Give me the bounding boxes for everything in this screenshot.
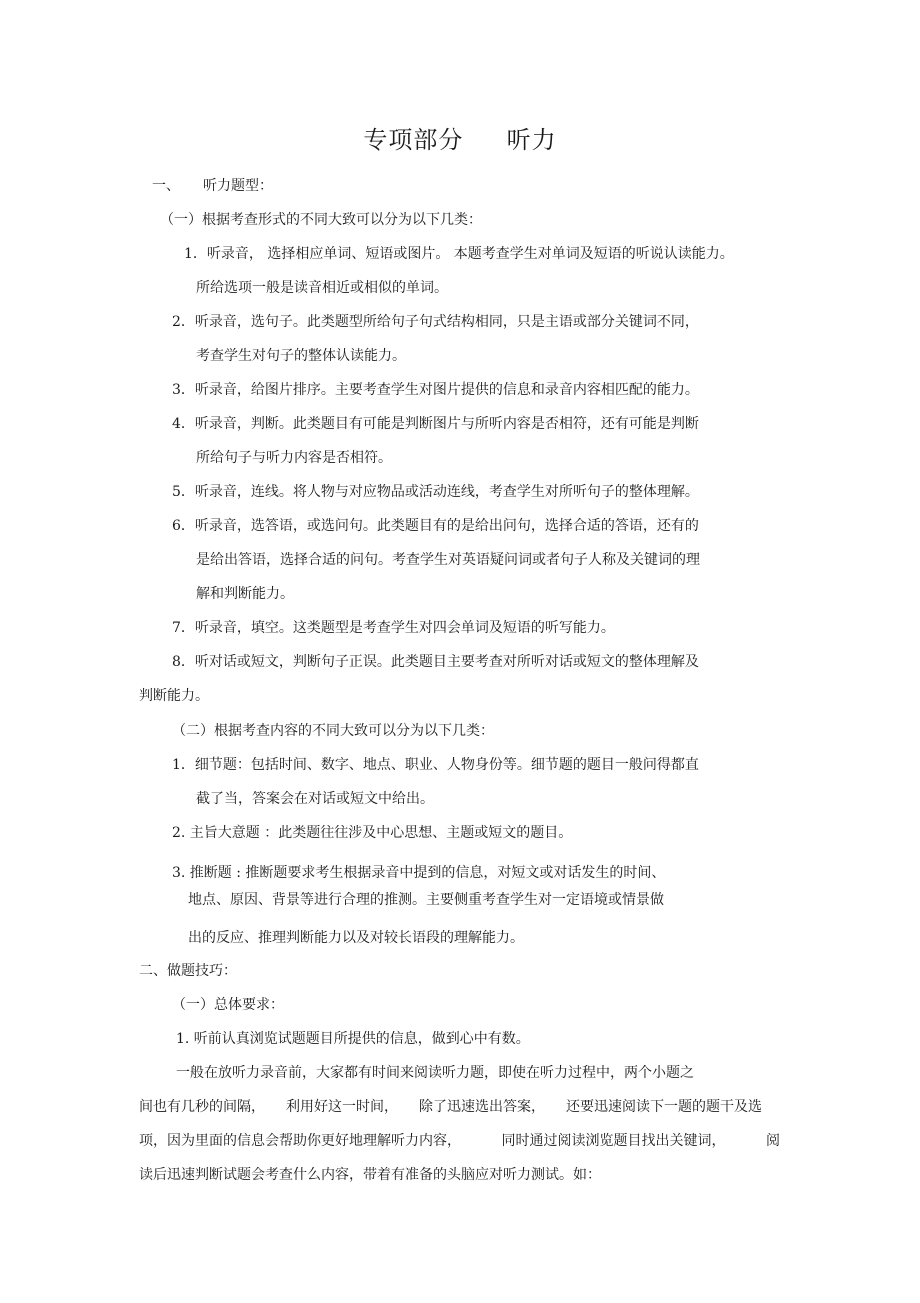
item-5-line-1: 5．听录音，连线。将人物与对应物品或活动连线，考查学生对所听句子的整体理解。 — [172, 484, 699, 500]
item-6-line-2: 是给出答语，选择合适的问句。考查学生对英语疑问词或者句子人称及关键词的理 — [196, 552, 700, 568]
section-1-heading: 听力题型： — [203, 178, 273, 194]
subsection-2-heading: （二）根据考查内容的不同大致可以分为以下几类： — [172, 723, 494, 739]
section-2-item-1: 1. 听前认真浏览试题题目所提供的信息，做到心中有数。 — [176, 1031, 530, 1047]
item-7-line-1: 7．听录音，填空。这类题型是考查学生对四会单词及短语的听写能力。 — [172, 620, 615, 636]
content-item-3-line-1: 3. 推断题 : 推断题要求考生根据录音中提到的信息，对短文或对话发生的时间、 — [172, 865, 666, 881]
paragraph-line-3 — [139, 1132, 780, 1150]
paragraph-line-2 — [139, 1098, 762, 1116]
item-8-line-2: 判断能力。 — [139, 688, 209, 704]
item-4-line-2: 所给句子与听力内容是否相符。 — [196, 450, 392, 466]
content-item-3-line-3: 出的反应、推理判断能力以及对较长语段的理解能力。 — [188, 930, 524, 946]
paragraph-line-2-part-4: 还要迅速阅读下一题的题干及选 — [566, 1099, 762, 1115]
subsection-1-heading: （一）根据考查形式的不同大致可以分为以下几类： — [160, 212, 482, 228]
section-2-heading: 二、做题技巧： — [139, 963, 237, 979]
paragraph-line-3-part-2: 同时通过阅读浏览题目找出关键词， — [501, 1133, 726, 1149]
paragraph-line-1: 一般在放听力录音前，大家都有时间来阅读听力题，即使在听力过程中，两个小题之 — [176, 1065, 694, 1081]
item-3-line-1: 3．听录音，给图片排序。主要考查学生对图片提供的信息和录音内容相匹配的能力。 — [172, 382, 699, 398]
content-item-3-line-2: 地点、原因、背景等进行合理的推测。主要侧重考查学生对一定语境或情景做 — [188, 892, 664, 908]
item-6-line-1: 6．听录音，选答语，或选问句。此类题目有的是给出问句，选择合适的答语，还有的 — [172, 518, 699, 534]
item-8-line-1: 8．听对话或短文，判断句子正误。此类题目主要考查对所听对话或短文的整体理解及 — [172, 654, 699, 670]
paragraph-line-2-part-1: 间也有几秒的间隔， — [139, 1099, 265, 1115]
content-item-1-line-1: 1．细节题：包括时间、数字、地点、职业、人物身份等。细节题的题目一般问得都直 — [172, 757, 699, 773]
paragraph-line-3-part-1: 项，因为里面的信息会帮助你更好地理解听力内容， — [139, 1133, 461, 1149]
item-2-line-2: 考查学生对句子的整体认读能力。 — [196, 348, 406, 364]
paragraph-line-4: 读后迅速判断试题会考查什么内容，带着有准备的头脑应对听力测试。如： — [139, 1167, 601, 1183]
item-6-line-3: 解和判断能力。 — [196, 586, 294, 602]
content-item-1-line-2: 截了当，答案会在对话或短文中给出。 — [196, 791, 434, 807]
section-1-number: 一、 — [152, 178, 180, 194]
paragraph-line-3-part-3: 阅 — [766, 1133, 780, 1149]
item-2-line-1: 2．听录音，选句子。此类题型所给句子句式结构相同，只是主语或部分关键词不同， — [172, 314, 699, 330]
item-1-line-1: 1．听录音， 选择相应单词、短语或图片。 本题考查学生对单词及短语的听说认读能力。 — [184, 246, 734, 262]
page-title: 专项部分 听力 — [363, 126, 557, 154]
paragraph-line-2-part-3: 除了迅速选出答案， — [419, 1099, 545, 1115]
item-4-line-1: 4．听录音，判断。此类题目有可能是判断图片与所听内容是否相符，还有可能是判断 — [172, 416, 699, 432]
item-1-line-2: 所给选项一般是读音相近或相似的单词。 — [196, 280, 448, 296]
content-item-2-line-1: 2. 主旨大意题 ：此类题往往涉及中心思想、主题或短文的题目。 — [172, 825, 573, 841]
paragraph-line-2-part-2: 利用好这一时间， — [286, 1099, 398, 1115]
section-2-subsection-1-heading: （一）总体要求： — [172, 997, 284, 1013]
